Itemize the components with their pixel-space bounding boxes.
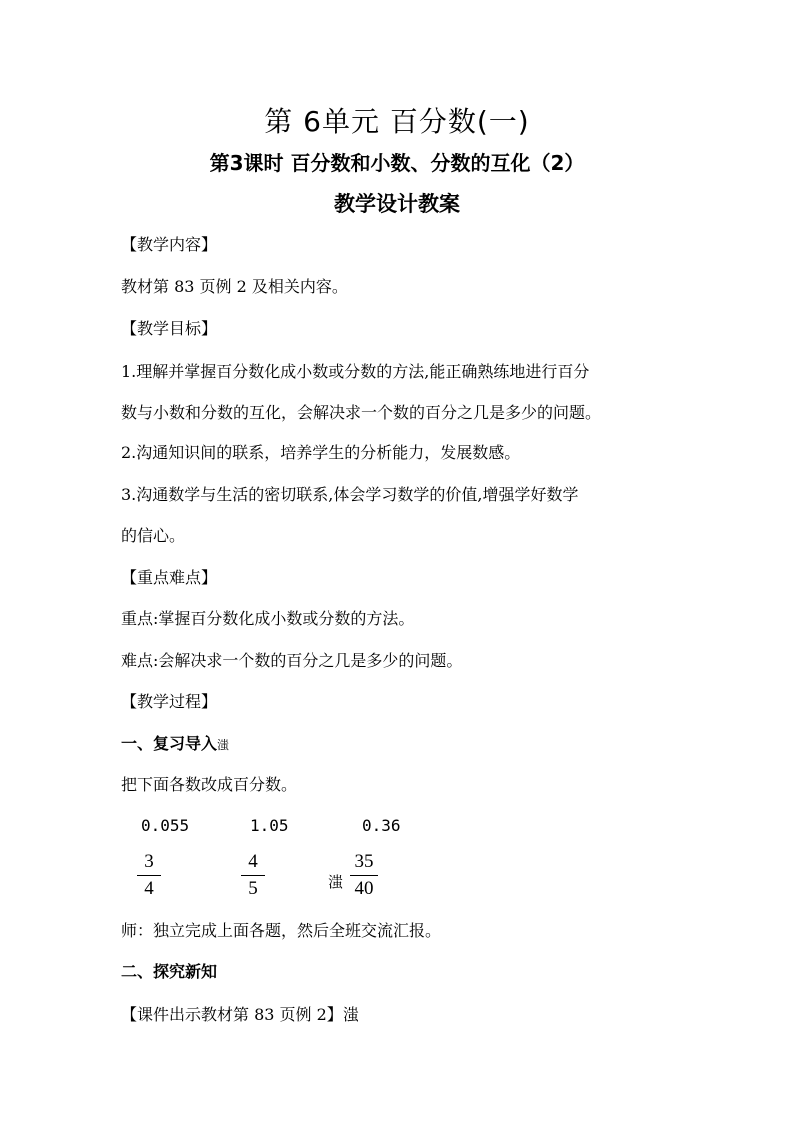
fraction-1 [137, 851, 161, 900]
goal-1-line-1: 1.理解并掌握百分数化成小数或分数的方法,能正确熟练地进行百分 [121, 362, 590, 381]
decimal-1: 0.055 [141, 816, 190, 835]
review-instruction: 把下面各数改成百分数。 [121, 775, 298, 794]
courseware-line [121, 1002, 359, 1025]
fraction-3-numerator: 35 [354, 851, 374, 872]
document-type-title: 教学设计教案 [334, 192, 460, 216]
fraction-1-bar [137, 875, 161, 876]
goal-2: 2.沟通知识间的联系，培养学生的分析能力，发展数感。 [121, 443, 521, 462]
review-mark: 滍 [217, 738, 230, 752]
unit-title: 第 6单元 百分数(一) [264, 105, 530, 138]
goal-3-line-1: 3.沟通数学与生活的密切联系,体会学习数学的价值,增强学好数学 [121, 485, 579, 504]
teaching-content-heading: 【教学内容】 [121, 235, 218, 254]
teaching-goals-heading: 【教学目标】 [121, 319, 218, 338]
decimal-3: 0.36 [362, 816, 401, 835]
fraction-2 [241, 851, 265, 900]
fraction-1-denominator: 4 [144, 878, 154, 899]
review-heading: 一、复习导入 [121, 734, 218, 753]
courseware-mark: 滍 [342, 1005, 359, 1024]
teaching-content-text: 教材第 83 页例 2 及相关内容。 [121, 277, 348, 296]
key-point: 重点:掌握百分数化成小数或分数的方法。 [121, 609, 415, 628]
key-points-heading: 【重点难点】 [121, 568, 218, 587]
fraction-2-numerator: 4 [248, 851, 258, 872]
teaching-process-heading: 【教学过程】 [121, 692, 218, 711]
explore-heading: 二、探究新知 [121, 962, 218, 981]
teacher-note: 师：独立完成上面各题，然后全班交流汇报。 [121, 921, 442, 940]
fraction-3-bar [350, 875, 378, 876]
fraction-3 [350, 851, 378, 900]
goal-3-line-2: 的信心。 [121, 526, 186, 545]
fraction-2-bar [241, 875, 265, 876]
goal-1-line-2: 数与小数和分数的互化，会解决求一个数的百分之几是多少的问题。 [121, 403, 602, 422]
fraction-2-denominator: 5 [248, 878, 258, 899]
courseware-text: 【课件出示教材第 83 页例 2】 [121, 1005, 343, 1024]
fraction-mark: 滍 [328, 873, 344, 891]
fraction-1-numerator: 3 [144, 851, 154, 872]
difficult-point: 难点:会解决求一个数的百分之几是多少的问题。 [121, 651, 463, 670]
review-section [121, 731, 229, 754]
decimal-2: 1.05 [250, 816, 289, 835]
fraction-3-denominator: 40 [354, 878, 374, 899]
lesson-title: 第3课时 百分数和小数、分数的互化（2） [209, 151, 585, 175]
